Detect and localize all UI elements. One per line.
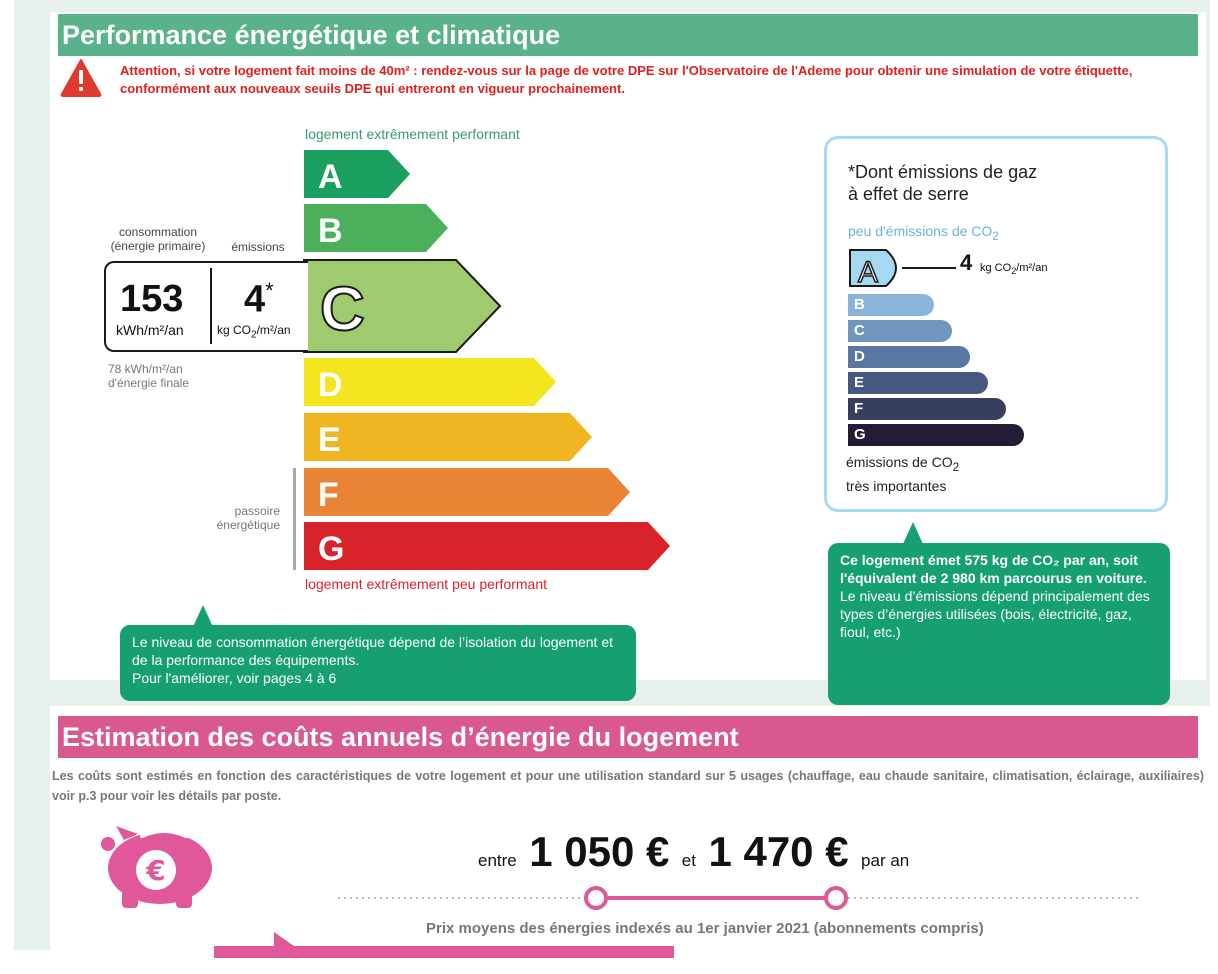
warning-icon [60, 58, 102, 98]
ges-bar-g: G [848, 424, 1024, 446]
ges-unit-pre: kg CO [980, 262, 1012, 274]
frame-left [14, 0, 50, 950]
ges-high-sub: 2 [952, 460, 960, 474]
ges-bar-b: B [848, 294, 934, 316]
emissions-value-number: 4 [244, 278, 266, 321]
cost-range [478, 828, 909, 876]
consumption-label [100, 225, 216, 253]
ges-high-label [846, 453, 959, 495]
emissions-callout [828, 543, 1170, 705]
consumption-divider [210, 268, 212, 344]
energy-bar-label-f: F [318, 476, 339, 514]
cost-high-marker [826, 888, 846, 908]
frame-top [14, 0, 1210, 12]
scale-top-label: logement extrêmement performant [305, 126, 520, 142]
ges-bar-f: F [848, 398, 1006, 420]
cost-range-slider [338, 884, 1138, 914]
energy-scale [300, 148, 680, 578]
ges-title: *Dont émissions de gaz à effet de serre [848, 162, 1038, 204]
scale-bottom-label: logement extrêmement peu performant [305, 576, 548, 592]
cost-low: 1 050 € [529, 828, 670, 875]
euro-piggy-bank-icon [94, 820, 224, 910]
emissions-star: * [265, 278, 274, 303]
ges-current-class-marker [846, 246, 976, 292]
consumption-value: 153 [120, 278, 184, 320]
cost-note: Prix moyens des énergies indexés au 1er janvier 2021 (abonnements compris) [426, 920, 984, 937]
ges-low-label [848, 223, 999, 243]
ges-unit-post: /m²/an [1016, 262, 1048, 274]
ges-unit-sub: 2 [1011, 266, 1017, 277]
energy-bar-label-g: G [318, 530, 345, 568]
energy-bar-f [304, 468, 630, 516]
consumption-callout [120, 625, 636, 701]
ges-bar-c: C [848, 320, 952, 342]
cost-low-marker [586, 888, 606, 908]
ges-bar-e: E [848, 372, 988, 394]
energy-bar-label-d: D [318, 366, 343, 404]
ges-high-post: très importantes [846, 477, 947, 494]
ges-low-sub: 2 [992, 229, 999, 243]
svg-text:€: € [146, 854, 166, 887]
energy-bar-label-a: A [318, 158, 343, 196]
frame-right [1206, 0, 1210, 706]
energy-bar-label-e: E [318, 421, 341, 459]
energy-bar-e [304, 413, 592, 461]
ges-value: 4 [960, 250, 973, 275]
ges-low-pre: peu d'émissions de CO [848, 223, 993, 239]
callout-left-arrow [193, 605, 213, 627]
emissions-unit [217, 323, 291, 340]
callout-right-arrow [903, 522, 923, 544]
consumption-callout-text: Le niveau de consommation énergétique dépend de l’isolation du logement et de la performance des équipements. Pour l'améliorer, voir pages 4 à 6 [132, 634, 614, 686]
emissions-label: émissions [231, 240, 285, 254]
cost-high: 1 470 € [708, 828, 849, 875]
passoire-bracket [293, 468, 296, 570]
energy-bar-g [304, 522, 670, 570]
ges-unit [980, 262, 1047, 276]
emissions-unit-sub: 2 [251, 329, 257, 341]
cost-word-between: entre [478, 851, 517, 870]
ges-high-pre: émissions de CO [846, 454, 953, 470]
emissions-unit-pre: kg CO [217, 323, 252, 337]
final-energy-text: 78 kWh/m²/an d'énergie finale [108, 362, 190, 390]
energy-bar-label-b: B [318, 212, 343, 250]
performance-section-title: Performance énergétique et climatique [58, 14, 1198, 56]
passoire-text: passoire énergétique [216, 504, 280, 532]
cost-word-and: et [681, 851, 696, 870]
final-energy [108, 362, 189, 390]
energy-bar-label-c: C [320, 275, 365, 344]
emissions-callout-bold: Ce logement émet 575 kg de CO₂ par an, soit l'équivalent de 2 980 km parcourus en voiture. [840, 552, 1147, 586]
cost-word-per-year: par an [861, 851, 910, 870]
emissions-callout-text: Le niveau d’émissions dépend principalement des types d’énergies utilisées (bois, électricité, gaz, fioul, etc.) [840, 588, 1150, 640]
passoire-label [204, 504, 280, 532]
consumption-label-text: consommation (énergie primaire) [110, 225, 206, 253]
emissions-value [244, 278, 274, 322]
consumption-unit: kWh/m²/an [116, 322, 184, 338]
ges-bar-d: D [848, 346, 970, 368]
emissions-unit-post: /m²/an [256, 323, 291, 337]
costs-section-title: Estimation des coûts annuels d’énergie du logement [58, 716, 1198, 758]
ges-current-class-label: A [858, 256, 879, 289]
costs-intro: Les coûts sont estimés en fonction des caractéristiques de votre logement et pour une utilisation standard sur 5 usages (chauffage, eau chaude sanitaire, climatisation, éclairage, auxiliaires) voir p.3 pour voir les détails par poste. [52, 769, 1204, 803]
warning-text: Attention, si votre logement fait moins de 40m² : rendez-vous sur la page de votre DPE sur l'Observatoire de l'Ademe pour obtenir une simulation de votre étiquette, conformément aux nouveaux seuils DPE qui entreront en vigueur prochainement. [120, 63, 1133, 96]
next-section-band [214, 932, 674, 962]
